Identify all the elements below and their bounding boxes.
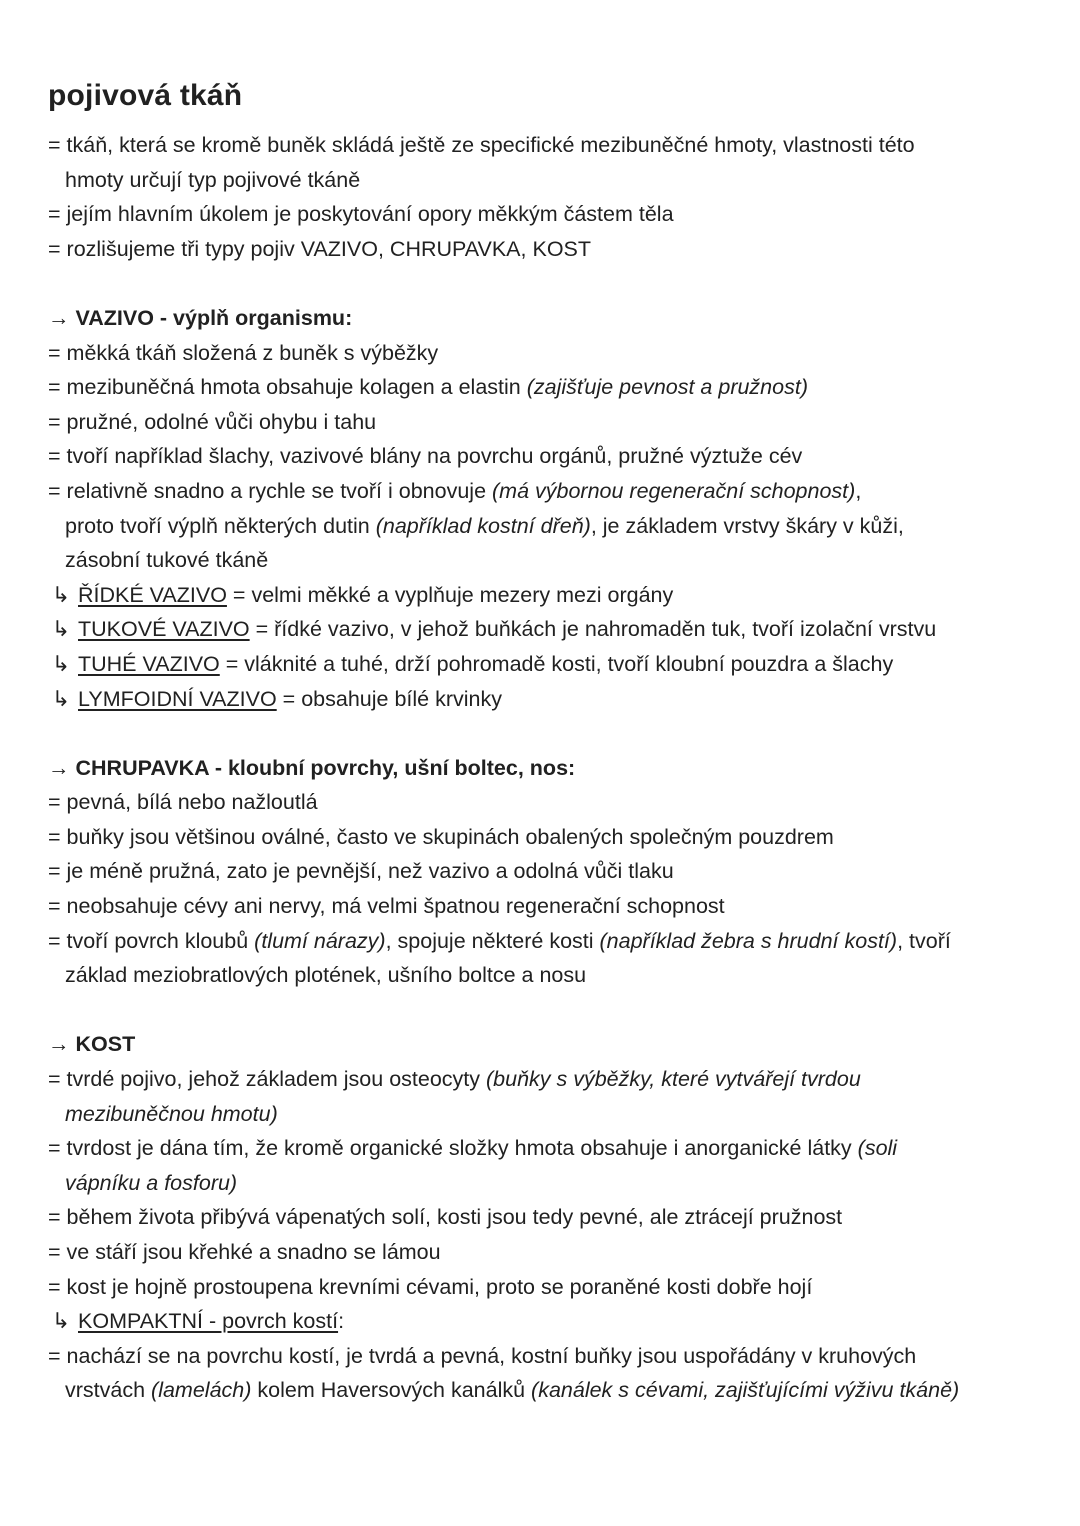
text-line [48, 232, 1040, 267]
text-segment: základ meziobratlových plotének, ušního boltce a nosu [65, 963, 587, 988]
text-segment: (zajišťuje pevnost a pružnost) [526, 375, 808, 400]
text-line [48, 958, 1040, 993]
text-segment: CHRUPAVKA - kloubní povrchy, ušní boltec, nos: [75, 755, 576, 780]
text-segment: = jejím hlavním úkolem je poskytování opory měkkým částem těla [48, 202, 674, 227]
term-label: LYMFOIDNÍ VAZIVO [78, 686, 277, 711]
arrow-right-icon: → [48, 305, 76, 330]
text-segment: = pružné, odolné vůči ohybu i tahu [48, 409, 377, 434]
arrow-right-icon: → [48, 755, 76, 780]
term-label: TUHÉ VAZIVO [78, 651, 220, 676]
text-segment: mezibuněčnou hmotu) [65, 1101, 278, 1126]
text-segment: hmoty určují typ pojivové tkáně [65, 167, 361, 192]
text-line [48, 128, 1040, 163]
blank-line [48, 993, 1040, 1028]
text-segment: = tkáň, která se kromě buněk skládá ještě ze specifické mezibuněčné hmoty, vlastnosti této [48, 133, 915, 157]
text-segment: (lamelách) [151, 1378, 252, 1403]
term-label: TUKOVÉ VAZIVO [78, 617, 250, 642]
text-segment: = kost je hojně prostoupena krevními cévami, proto se poraněné kosti dobře hojí [48, 1274, 813, 1299]
text-line [48, 682, 1040, 717]
text-line [48, 1166, 1040, 1201]
text-segment: : [338, 1309, 345, 1334]
text-line [48, 1373, 1040, 1408]
term-label: ŘÍDKÉ VAZIVO [78, 582, 227, 607]
text-segment: (tlumí nárazy) [254, 928, 386, 953]
text-segment: , spojuje některé kosti [385, 928, 600, 953]
text-line [48, 474, 1040, 509]
blank-line [48, 716, 1040, 751]
text-segment: = během života přibývá vápenatých solí, kosti jsou tedy pevné, ale ztrácejí pružnost [48, 1205, 843, 1230]
sub-arrow-icon: ↳ [52, 686, 76, 711]
text-segment: = je méně pružná, zato je pevnější, než vazivo a odolná vůči tlaku [48, 859, 674, 884]
text-line [48, 1131, 1040, 1166]
section-heading [48, 301, 1040, 336]
text-line [48, 820, 1040, 855]
text-segment: = tvrdé pojivo, jehož základem jsou osteocyty [48, 1067, 486, 1092]
text-line [48, 578, 1040, 613]
text-segment: vrstvách [65, 1378, 152, 1403]
text-segment: zásobní tukové tkáně [65, 548, 269, 573]
document-body [48, 128, 1040, 1408]
term-label: KOMPAKTNÍ - povrch kostí [78, 1309, 339, 1334]
text-segment: proto tvoří výplň některých dutin [65, 513, 376, 538]
text-segment: vápníku a fosforu) [65, 1170, 238, 1195]
text-segment: = mezibuněčná hmota obsahuje kolagen a elastin [48, 375, 527, 400]
text-segment: = řídké vazivo, v jehož buňkách je nahromaděn tuk, tvoří izolační vrstvu [249, 617, 937, 642]
text-line [48, 1097, 1040, 1132]
text-line [48, 785, 1040, 820]
blank-line [48, 266, 1040, 301]
text-segment: = obsahuje bílé krvinky [276, 686, 502, 711]
text-segment: (buňky s výběžky, které vytvářejí tvrdou [486, 1067, 861, 1092]
text-segment: kolem Haversových kanálků [251, 1378, 532, 1403]
text-line [48, 439, 1040, 474]
text-segment: = relativně snadno a rychle se tvoří i obnovuje [48, 478, 492, 503]
sub-arrow-icon: ↳ [52, 617, 76, 642]
text-line [48, 889, 1040, 924]
text-line [48, 1235, 1040, 1270]
text-line [48, 405, 1040, 440]
text-segment: (kanálek s cévami, zajišťujícími výživu tkáně) [531, 1378, 960, 1403]
text-line [48, 647, 1040, 682]
text-line [48, 612, 1040, 647]
text-line [48, 1062, 1040, 1097]
sub-arrow-icon: ↳ [52, 651, 76, 676]
text-segment: = vláknité a tuhé, drží pohromadě kosti, tvoří kloubní pouzdra a šlachy [219, 651, 894, 676]
text-segment: = neobsahuje cévy ani nervy, má velmi špatnou regenerační schopnost [48, 894, 725, 919]
text-line [48, 370, 1040, 405]
text-segment: (například žebra s hrudní kostí) [599, 928, 898, 953]
arrow-right-icon: → [48, 1032, 76, 1057]
text-line [48, 197, 1040, 232]
text-segment: = buňky jsou většinou oválné, často ve skupinách obalených společným pouzdrem [48, 824, 834, 849]
text-segment: (soli [857, 1136, 898, 1161]
text-segment: , [855, 478, 862, 503]
section-heading [48, 751, 1040, 786]
text-line [48, 509, 1040, 544]
page-title: pojivová tkáň [48, 79, 243, 112]
text-segment: = rozlišujeme tři typy pojiv VAZIVO, CHRUPAVKA, KOST [48, 236, 592, 261]
text-line [48, 163, 1040, 198]
text-segment: = tvoří povrch kloubů [48, 928, 255, 953]
text-segment: (má výbornou regenerační schopnost) [492, 478, 856, 503]
text-segment: = měkká tkáň složená z buněk s výběžky [48, 340, 439, 365]
text-line [48, 854, 1040, 889]
sub-arrow-icon: ↳ [52, 582, 76, 607]
text-line [48, 1270, 1040, 1305]
text-line [48, 543, 1040, 578]
text-segment: KOST [75, 1032, 136, 1057]
text-line [48, 336, 1040, 371]
text-line [48, 1304, 1040, 1339]
text-segment: = tvrdost je dána tím, že kromě organické složky hmota obsahuje i anorganické látky [48, 1136, 858, 1161]
sub-arrow-icon: ↳ [52, 1309, 76, 1334]
text-segment: = velmi měkké a vyplňuje mezery mezi orgány [226, 582, 674, 607]
text-segment: , tvoří [897, 928, 951, 953]
text-segment: = pevná, bílá nebo nažloutlá [48, 790, 318, 815]
text-segment: = ve stáří jsou křehké a snadno se lámou [48, 1240, 441, 1264]
text-segment: = nachází se na povrchu kostí, je tvrdá a pevná, kostní buňky jsou uspořádány v kruhových [48, 1343, 917, 1368]
text-segment: = tvoří například šlachy, vazivové blány na povrchu orgánů, pružné výztuže cév [48, 444, 803, 469]
section-heading [48, 1027, 1040, 1062]
text-segment: , je základem vrstvy škáry v kůži, [590, 513, 904, 538]
text-line [48, 1200, 1040, 1235]
text-line [48, 924, 1040, 959]
text-segment: (například kostní dřeň) [375, 513, 591, 538]
text-line [48, 1339, 1040, 1374]
text-segment: VAZIVO - výplň organismu: [75, 305, 353, 330]
